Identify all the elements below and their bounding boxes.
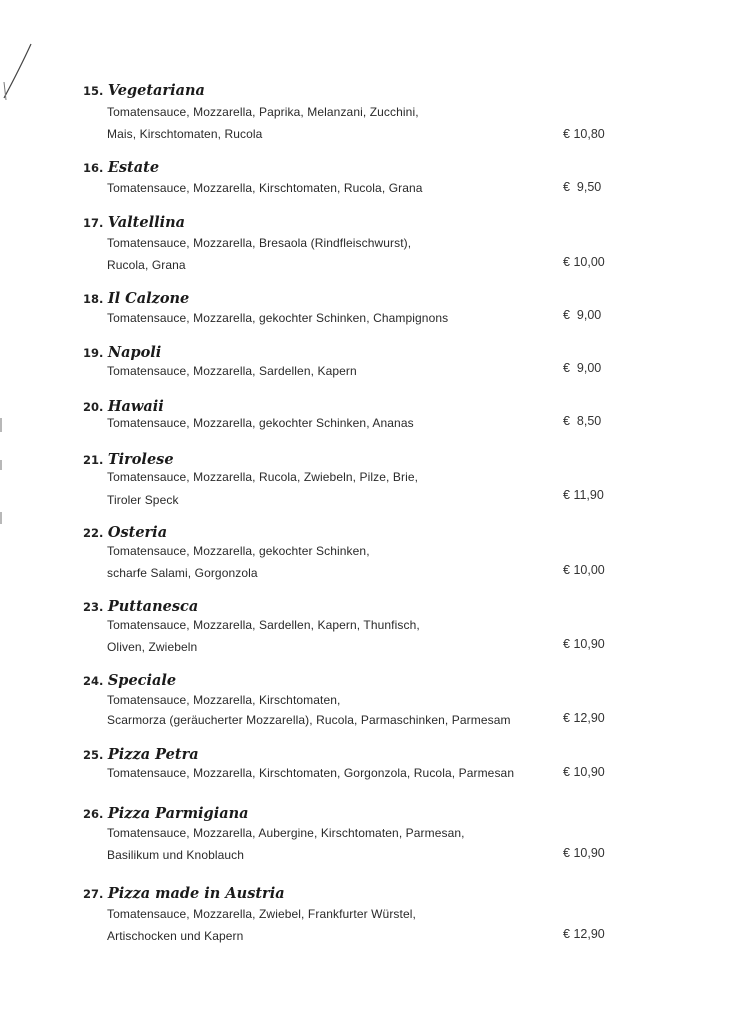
price-value: 11,90 — [573, 488, 604, 502]
currency-symbol: € — [563, 255, 570, 269]
item-price — [563, 414, 601, 428]
item-price — [563, 637, 605, 651]
item-description-line: scharfe Salami, Gorgonzola — [107, 566, 258, 580]
currency-symbol: € — [563, 765, 570, 779]
item-description-line: Oliven, Zwiebeln — [107, 640, 198, 654]
item-name: Il Calzone — [107, 290, 190, 307]
item-name: Estate — [107, 159, 160, 176]
price-value: 10,00 — [573, 563, 605, 577]
price-value: 10,90 — [573, 846, 605, 860]
item-title — [83, 159, 159, 177]
currency-symbol: € — [563, 414, 570, 428]
item-title — [83, 82, 205, 100]
item-description-line: Tomatensauce, Mozzarella, Bresaola (Rindfleischwurst), — [107, 236, 412, 250]
item-name: Valtellina — [107, 214, 186, 231]
item-name: Hawaii — [107, 398, 164, 415]
currency-symbol: € — [563, 127, 570, 141]
currency-symbol: € — [563, 846, 570, 860]
price-value: 12,90 — [573, 711, 605, 725]
item-price — [563, 765, 605, 779]
item-number: 22. — [83, 526, 104, 540]
item-title — [83, 524, 167, 542]
item-description-line: Tomatensauce, Mozzarella, gekochter Schinken, Ananas — [107, 416, 414, 430]
item-description-line: Tomatensauce, Mozzarella, Sardellen, Kapern, Thunfisch, — [107, 618, 420, 632]
item-number: 23. — [83, 600, 104, 614]
item-title — [83, 290, 189, 308]
currency-symbol: € — [563, 927, 570, 941]
price-value: 10,80 — [573, 127, 605, 141]
price-value: 12,90 — [573, 927, 605, 941]
item-number: 25. — [83, 748, 104, 762]
item-description-line: Tomatensauce, Mozzarella, Sardellen, Kapern — [107, 364, 357, 378]
item-number: 20. — [83, 400, 104, 414]
item-price — [563, 488, 604, 502]
item-title — [83, 214, 185, 232]
price-value: 8,50 — [573, 414, 602, 428]
item-title — [83, 398, 164, 416]
item-description-line: Tiroler Speck — [107, 493, 179, 507]
item-name: Vegetariana — [107, 82, 205, 99]
item-title — [83, 885, 285, 903]
item-price — [563, 711, 605, 725]
item-name: Speciale — [107, 672, 177, 689]
currency-symbol: € — [563, 563, 570, 577]
item-name: Osteria — [107, 524, 168, 541]
item-number: 16. — [83, 161, 104, 175]
item-number: 21. — [83, 453, 104, 467]
item-price — [563, 927, 605, 941]
item-description-line: Mais, Kirschtomaten, Rucola — [107, 127, 263, 141]
item-name: Pizza Parmigiana — [107, 805, 249, 822]
item-description-line: Tomatensauce, Mozzarella, Kirschtomaten, Rucola, Grana — [107, 181, 423, 195]
item-title — [83, 672, 176, 690]
item-price — [563, 846, 605, 860]
currency-symbol: € — [563, 711, 570, 725]
item-description-line: Tomatensauce, Mozzarella, Aubergine, Kirschtomaten, Parmesan, — [107, 826, 465, 840]
item-number: 17. — [83, 216, 104, 230]
price-value: 10,90 — [573, 637, 605, 651]
item-price — [563, 361, 601, 375]
currency-symbol: € — [563, 637, 570, 651]
currency-symbol: € — [563, 488, 570, 502]
price-value: 9,50 — [573, 180, 602, 194]
item-number: 18. — [83, 292, 104, 306]
item-number: 24. — [83, 674, 104, 688]
item-number: 15. — [83, 84, 104, 98]
item-description-line: Scarmorza (geräucherter Mozzarella), Rucola, Parmaschinken, Parmesam — [107, 713, 511, 727]
item-price — [563, 563, 605, 577]
item-title — [83, 598, 198, 616]
item-title — [83, 451, 174, 469]
price-value: 10,90 — [573, 765, 605, 779]
price-value: 9,00 — [573, 361, 602, 375]
item-description-line: Tomatensauce, Mozzarella, Kirschtomaten, Gorgonzola, Rucola, Parmesan — [107, 766, 515, 780]
item-description-line: Tomatensauce, Mozzarella, Rucola, Zwiebeln, Pilze, Brie, — [107, 470, 419, 484]
item-description-line: Tomatensauce, Mozzarella, Paprika, Melanzani, Zucchini, — [107, 105, 419, 119]
item-description-line: Artischocken und Kapern — [107, 929, 244, 943]
item-description-line: Tomatensauce, Mozzarella, gekochter Schinken, Champignons — [107, 311, 449, 325]
item-name: Puttanesca — [107, 598, 199, 615]
item-price — [563, 180, 601, 194]
item-description-line: Tomatensauce, Mozzarella, Zwiebel, Frankfurter Würstel, — [107, 907, 416, 921]
currency-symbol: € — [563, 180, 570, 194]
item-price — [563, 255, 605, 269]
item-description-line: Rucola, Grana — [107, 258, 186, 272]
item-number: 27. — [83, 887, 104, 901]
item-price — [563, 127, 605, 141]
item-name: Tirolese — [107, 451, 174, 468]
currency-symbol: € — [563, 361, 570, 375]
item-name: Napoli — [107, 344, 162, 361]
item-title — [83, 746, 199, 764]
item-number: 26. — [83, 807, 104, 821]
currency-symbol: € — [563, 308, 570, 322]
item-number: 19. — [83, 346, 104, 360]
item-price — [563, 308, 601, 322]
item-title — [83, 344, 161, 362]
price-value: 10,00 — [573, 255, 605, 269]
item-description-line: Basilikum und Knoblauch — [107, 848, 245, 862]
item-name: Pizza made in Austria — [107, 885, 285, 902]
item-description-line: Tomatensauce, Mozzarella, gekochter Schinken, — [107, 544, 370, 558]
item-title — [83, 805, 249, 823]
item-description-line: Tomatensauce, Mozzarella, Kirschtomaten, — [107, 693, 341, 707]
item-name: Pizza Petra — [107, 746, 199, 763]
price-value: 9,00 — [573, 308, 602, 322]
